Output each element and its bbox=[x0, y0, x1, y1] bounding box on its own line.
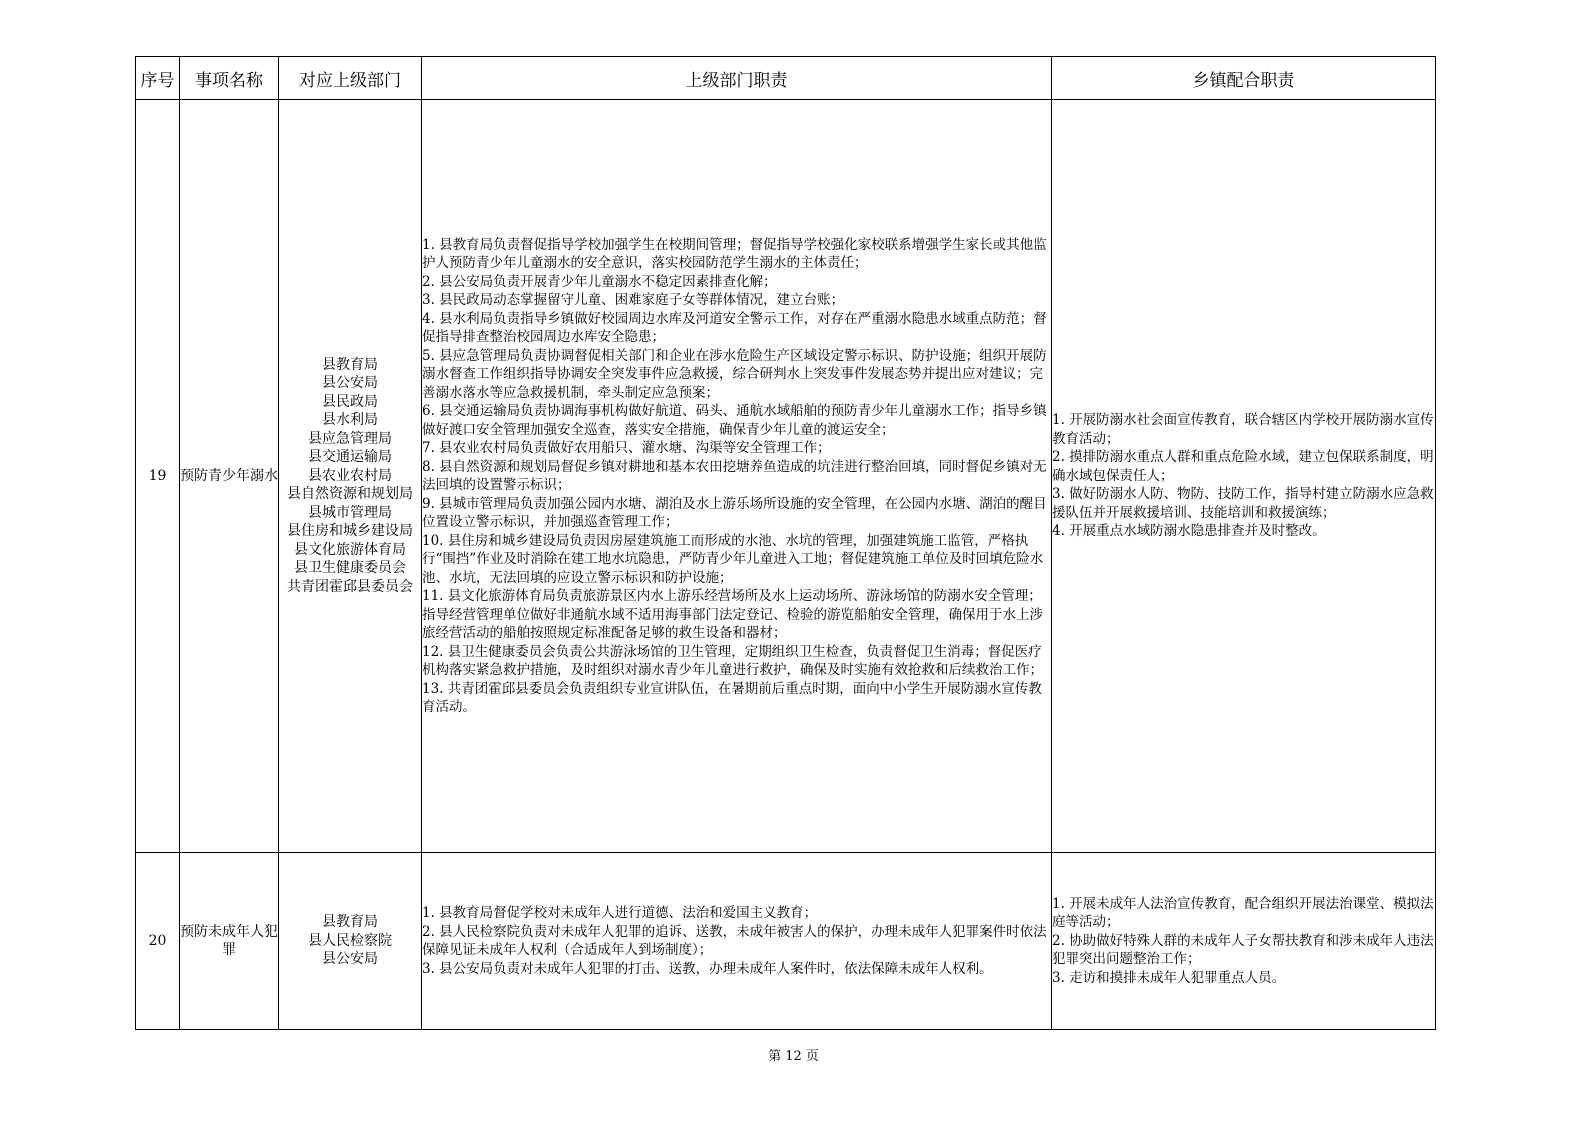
duty-item: 2. 协助做好特殊人群的未成年人子女帮扶教育和涉未成年人违法犯罪突出问题整治工作； bbox=[1052, 932, 1434, 968]
department-item: 县文化旅游体育局 bbox=[294, 541, 406, 558]
header-num: 序号 bbox=[136, 57, 180, 100]
duty-item: 9. 县城市管理局负责加强公园内水塘、湖泊及水上游乐场所设施的安全管理，在公园内水塘、湖泊的醒目位置设立警示标识，并加强巡查管理工作； bbox=[422, 495, 1047, 530]
superior-duties bbox=[422, 853, 1052, 1030]
department-item: 县公安局 bbox=[322, 375, 378, 392]
item-name: 预防青少年溺水 bbox=[180, 100, 279, 853]
town-duties bbox=[1052, 100, 1436, 853]
duty-item: 1. 开展未成年人法治宣传教育，配合组织开展法治课堂、模拟法庭等活动； bbox=[1052, 895, 1434, 931]
duty-item: 6. 县交通运输局负责协调海事机构做好航道、码头、通航水域船舶的预防青少年儿童溺水工作；指导乡镇做好渡口安全管理加强安全巡查，落实安全措施，确保青少年儿童的渡运安全； bbox=[422, 403, 1047, 438]
duty-item: 2. 摸排防溺水重点人群和重点危险水域，建立包保联系制度，明确水域包保责任人； bbox=[1052, 449, 1434, 484]
department-list bbox=[279, 100, 422, 853]
department-item: 县卫生健康委员会 bbox=[294, 560, 406, 577]
header-superior-duties: 上级部门职责 bbox=[422, 57, 1052, 100]
duty-item: 10. 县住房和城乡建设局负责因房屋建筑施工而形成的水池、水坑的管理，加强建筑施工监管，严格执行“围挡”作业及时消除在建工地水坑隐患，严防青少年儿童进入工地；督促建筑施工单位及时回填危险水池、水坑，无法回填的应设立警示标识和防护设施； bbox=[422, 532, 1044, 586]
duty-item: 1. 县教育局督促学校对未成年人进行道德、法治和爱国主义教育； bbox=[422, 905, 818, 921]
department-item: 县农业农村局 bbox=[308, 467, 392, 484]
department-item: 共青团霍邱县委员会 bbox=[287, 578, 413, 595]
duty-item: 8. 县自然资源和规划局督促乡镇对耕地和基本农田挖塘养鱼造成的坑洼进行整治回填，同时督促乡镇对无法回填的设置警示标识； bbox=[422, 458, 1047, 493]
duty-item: 3. 走访和摸排未成年人犯罪重点人员。 bbox=[1052, 969, 1286, 986]
duty-item: 3. 做好防溺水人防、物防、技防工作，指导村建立防溺水应急救援队伍并开展救援培训、技能培训和救援演练； bbox=[1052, 486, 1434, 521]
department-item: 县教育局 bbox=[322, 356, 378, 373]
department-item: 县教育局 bbox=[322, 914, 378, 931]
duty-item: 4. 开展重点水域防溺水隐患排查并及时整改。 bbox=[1052, 523, 1326, 540]
table-row bbox=[136, 100, 1436, 853]
duty-item: 11. 县文化旅游体育局负责旅游景区内水上游乐经营场所及水上运动场所、游泳场馆的防溺水安全管理；指导经营管理单位做好非通航水域不适用海事部门法定登记、检验的游览船舶安全管理，确保用于水上涉旅经营活动的船舶按照规定标准配备足够的救生设备和器材； bbox=[422, 588, 1043, 641]
department-list bbox=[279, 853, 422, 1030]
duty-item: 2. 县公安局负责开展青少年儿童溺水不稳定因素排查化解； bbox=[422, 273, 777, 290]
duty-table bbox=[135, 56, 1436, 1030]
table-row bbox=[136, 853, 1436, 1030]
duty-item: 5. 县应急管理局负责协调督促相关部门和企业在涉水危险生产区域设定警示标识、防护设施；组织开展防溺水督查工作组织指导协调安全突发事件应急救援，综合研判水上突发事件发展态势并提出应对建议；完善溺水落水等应急救援机制，牵头制定应急预案； bbox=[422, 347, 1047, 401]
department-item: 县水利局 bbox=[322, 412, 378, 429]
department-item: 县公安局 bbox=[322, 951, 378, 968]
header-town-duties: 乡镇配合职责 bbox=[1052, 57, 1436, 100]
duty-item: 13. 共青团霍邱县委员会负责组织专业宣讲队伍，在暑期前后重点时期，面向中小学生开展防溺水宣传教育活动。 bbox=[422, 680, 1042, 715]
department-item: 县人民检察院 bbox=[308, 932, 392, 949]
department-item: 县住房和城乡建设局 bbox=[287, 523, 413, 540]
department-item: 县城市管理局 bbox=[308, 504, 392, 521]
row-number: 19 bbox=[136, 100, 180, 853]
duty-item: 12. 县卫生健康委员会负责公共游泳场馆的卫生管理，定期组织卫生检查，负责督促卫生消毒；督促医疗机构落实紧急救护措施，及时组织对溺水青少年儿童进行救护，确保及时实施有效抢救和后续救治工作； bbox=[422, 643, 1043, 678]
department-item: 县民政局 bbox=[322, 393, 378, 410]
header-name: 事项名称 bbox=[180, 57, 279, 100]
duty-item: 2. 县人民检察院负责对未成年人犯罪的追诉、送教，未成年被害人的保护，办理未成年人犯罪案件时依法保障见证未成年人权利（合适成年人到场制度）； bbox=[422, 923, 1047, 958]
superior-duties bbox=[422, 100, 1052, 853]
duty-item: 1. 开展防溺水社会面宣传教育，联合辖区内学校开展防溺水宣传教育活动； bbox=[1052, 412, 1434, 447]
duty-item: 3. 县公安局负责对未成年人犯罪的打击、送教，办理未成年人案件时，依法保障未成年人权利。 bbox=[422, 960, 993, 977]
item-name: 预防未成年人犯罪 bbox=[180, 853, 279, 1030]
department-item: 县自然资源和规划局 bbox=[287, 486, 413, 503]
town-duties bbox=[1052, 853, 1436, 1030]
duty-item: 7. 县农业农村局负责做好农用船只、灌水塘、沟渠等安全管理工作； bbox=[422, 440, 831, 456]
department-item: 县交通运输局 bbox=[308, 449, 392, 466]
header-row bbox=[136, 57, 1436, 100]
row-number: 20 bbox=[136, 853, 180, 1030]
page-number: 第 12 页 bbox=[768, 1049, 819, 1064]
duty-item: 3. 县民政局动态掌握留守儿童、困难家庭子女等群体情况，建立台账； bbox=[422, 292, 845, 308]
header-dept: 对应上级部门 bbox=[279, 57, 422, 100]
duty-item: 1. 县教育局负责督促指导学校加强学生在校期间管理；督促指导学校强化家校联系增强学生家长或其他监护人预防青少年儿童溺水的安全意识，落实校园防范学生溺水的主体责任； bbox=[422, 236, 1047, 271]
department-item: 县应急管理局 bbox=[308, 430, 392, 447]
duty-item: 4. 县水利局负责指导乡镇做好校园周边水库及河道安全警示工作，对存在严重溺水隐患水域重点防范；督促指导排查整治校园周边水库安全隐患； bbox=[422, 310, 1047, 345]
